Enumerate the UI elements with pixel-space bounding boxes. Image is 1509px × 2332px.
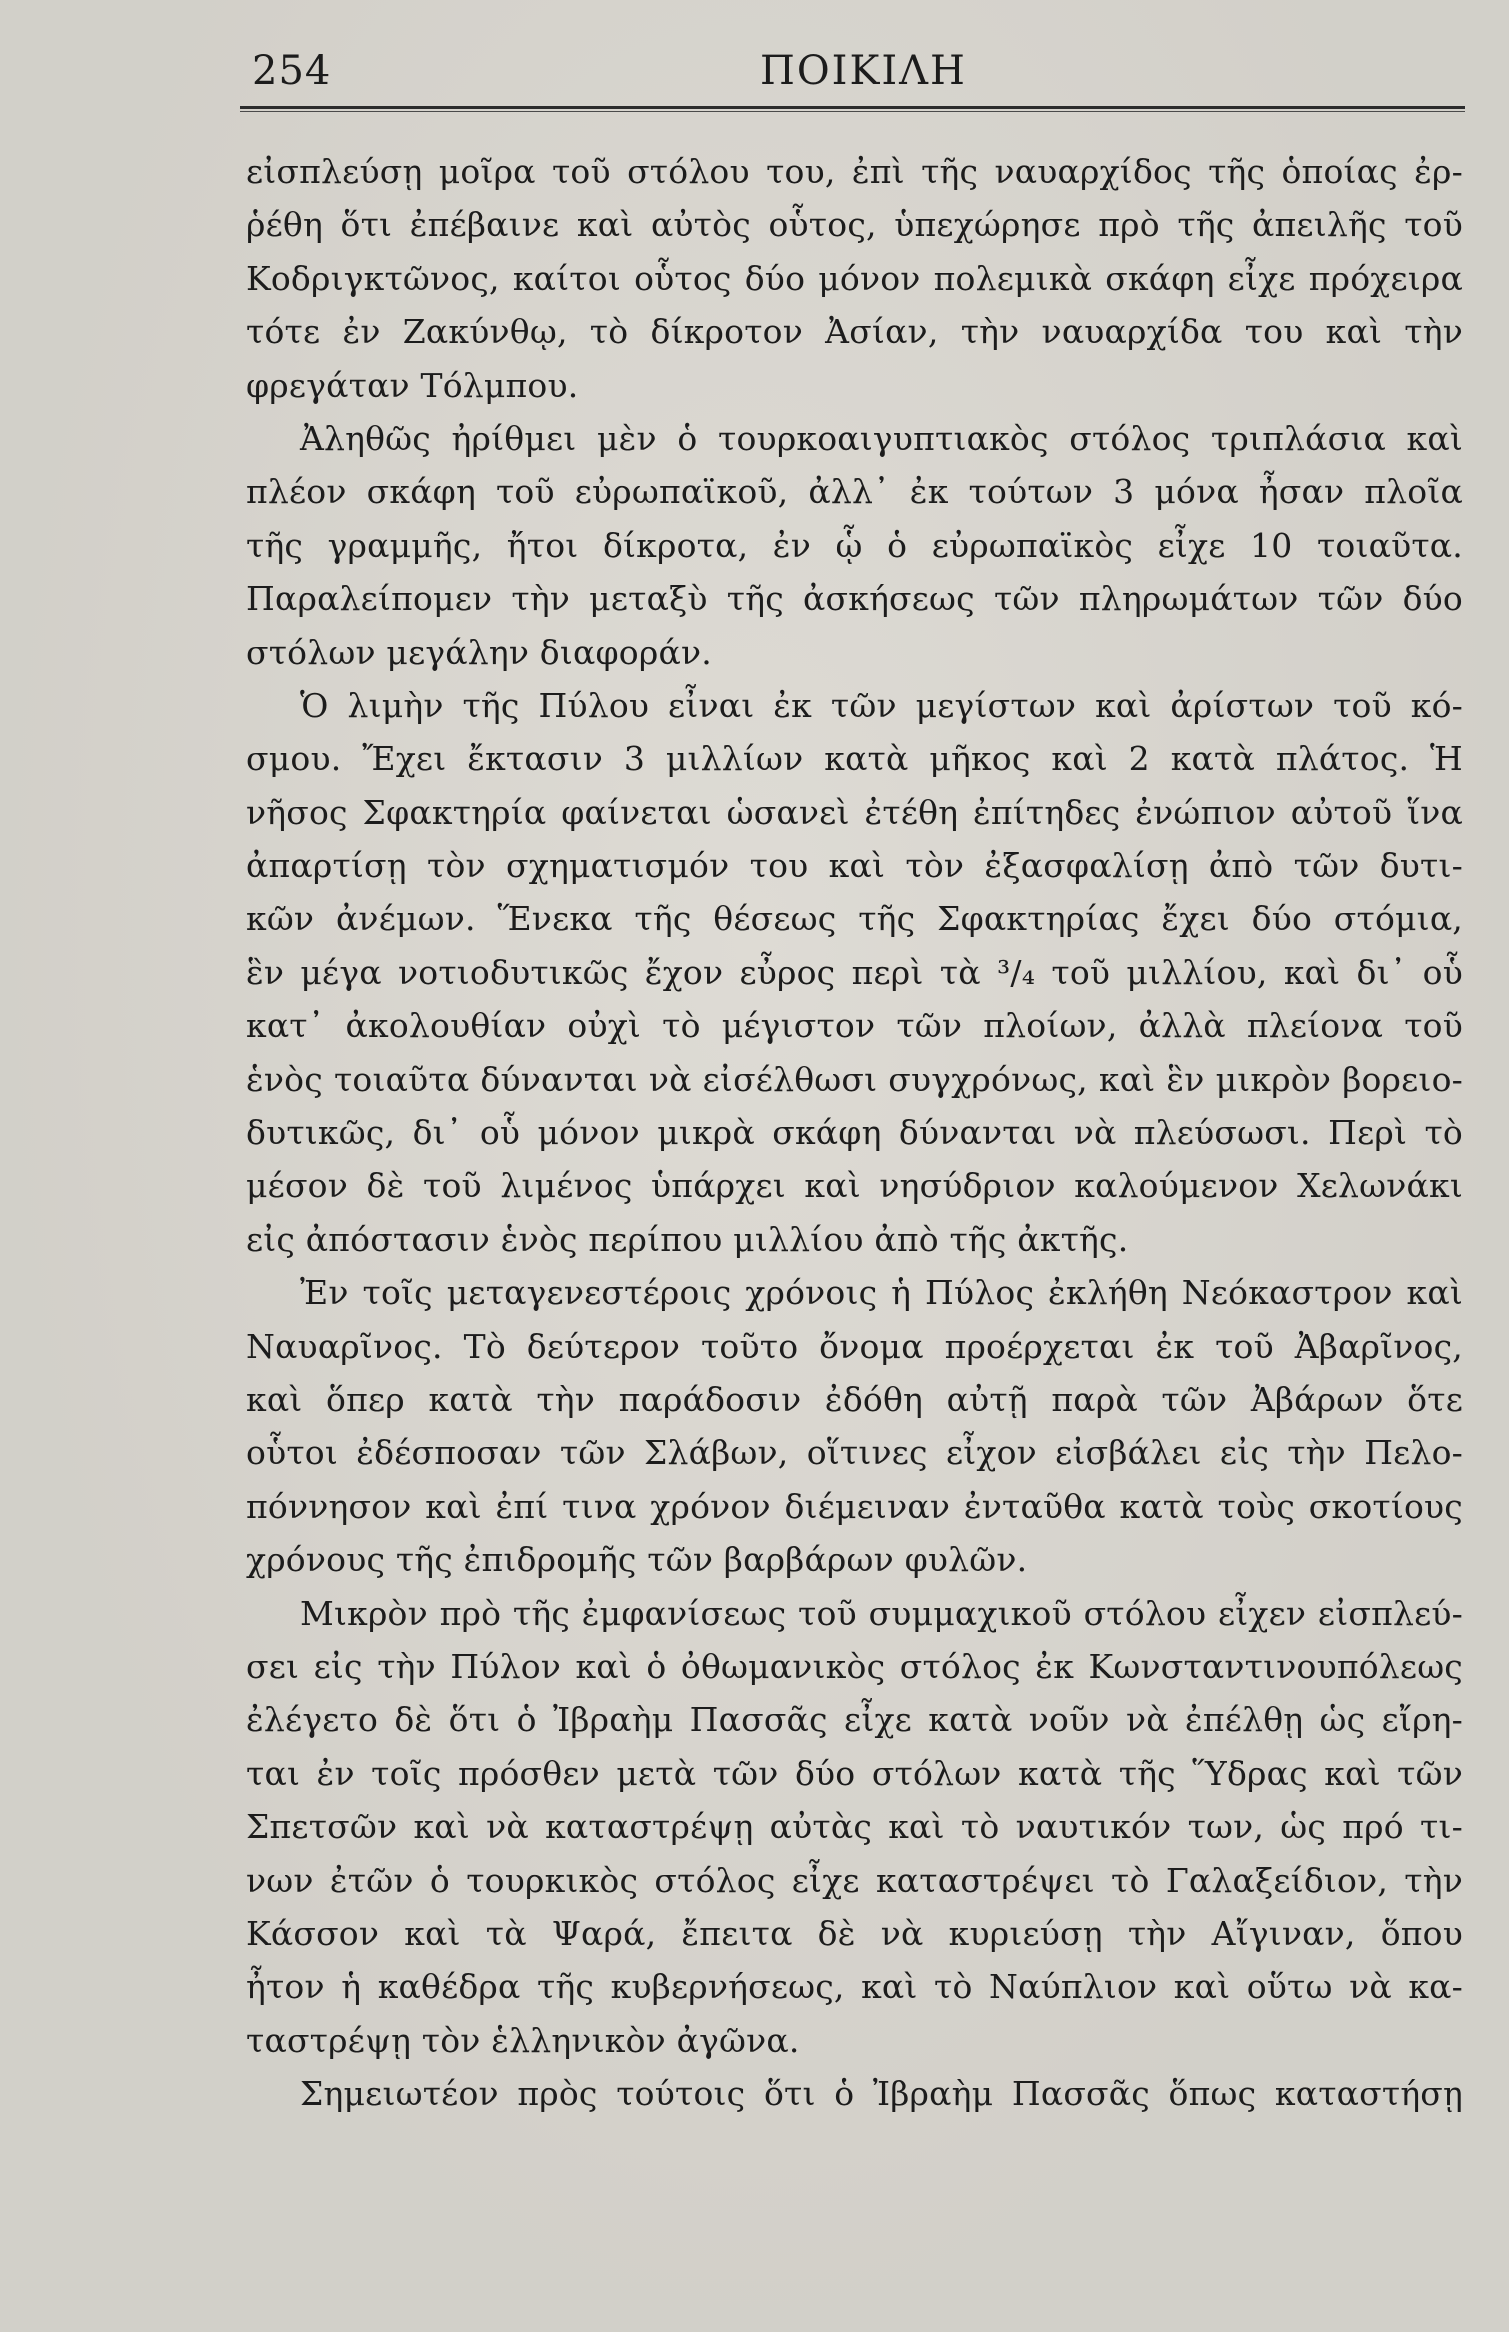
text-line: στόλων μεγάλην διαφοράν. — [246, 632, 712, 672]
text-line: ἑνὸς τοιαῦτα δύνανται νὰ εἰσέλθωσι συγχρόνως, καὶ ἓν μικρὸν βορειο- — [246, 1059, 1463, 1099]
text-line: Σπετσῶν καὶ νὰ καταστρέψῃ αὐτὰς καὶ τὸ ναυτικόν των, ὡς πρό τι- — [246, 1807, 1463, 1847]
text-line: κατ᾽ ἀκολουθίαν οὐχὶ τὸ μέγιστον τῶν πλοίων, ἀλλὰ πλείονα τοῦ — [246, 1006, 1463, 1046]
text-line: μέσον δὲ τοῦ λιμένος ὑπάρχει καὶ νησύδριον καλούμενον Χελωνάκι — [246, 1166, 1463, 1206]
text-line: Κάσσον καὶ τὰ Ψαρά, ἔπειτα δὲ νὰ κυριεύσῃ τὴν Αἴγιναν, ὅπου — [246, 1913, 1463, 1953]
text-line: ἓν μέγα νοτιοδυτικῶς ἔχον εὖρος περὶ τὰ ³/₄ τοῦ μιλλίου, καὶ δι᾽ οὗ — [246, 952, 1463, 992]
header-rule — [240, 106, 1465, 109]
text-line: εἰσπλεύσῃ μοῖρα τοῦ στόλου του, ἐπὶ τῆς ναυαρχίδος τῆς ὁποίας ἐρ- — [246, 152, 1463, 191]
text-line: Ἀληθῶς ἠρίθμει μὲν ὁ τουρκοαιγυπτιακὸς στόλος τριπλάσια καὶ — [300, 418, 1463, 458]
text-line: κῶν ἀνέμων. Ἕνεκα τῆς θέσεως τῆς Σφακτηρίας ἔχει δύο στόμια, — [246, 899, 1463, 939]
text-line: οὗτοι ἐδέσποσαν τῶν Σλάβων, οἵτινες εἶχον εἰσβάλει εἰς τὴν Πελο- — [246, 1433, 1463, 1473]
text-line: ται ἐν τοῖς πρόσθεν μετὰ τῶν δύο στόλων κατὰ τῆς Ὕδρας καὶ τῶν — [246, 1753, 1463, 1793]
text-line: τῆς γραμμῆς, ἤτοι δίκροτα, ἐν ᾧ ὁ εὐρωπαϊκὸς εἶχε 10 τοιαῦτα. — [246, 525, 1463, 565]
text-line: δυτικῶς, δι᾽ οὗ μόνον μικρὰ σκάφη δύνανται νὰ πλεύσωσι. Περὶ τὸ — [246, 1113, 1463, 1153]
text-line: ἀπαρτίσῃ τὸν σχηματισμόν του καὶ τὸν ἐξασφαλίσῃ ἀπὸ τῶν δυτι- — [246, 846, 1463, 886]
header-rule-thin — [240, 111, 1465, 112]
text-line: Ναυαρῖνος. Τὸ δεύτερον τοῦτο ὄνομα προέρχεται ἐκ τοῦ Ἀβαρῖνος, — [246, 1326, 1463, 1366]
text-line: νων ἐτῶν ὁ τουρκικὸς στόλος εἶχε καταστρέψει τὸ Γαλαξείδιον, τὴν — [246, 1860, 1463, 1900]
page-header — [240, 44, 1465, 100]
text-line: εἰς ἀπόστασιν ἑνὸς περίπου μιλλίου ἀπὸ τῆς ἀκτῆς. — [246, 1219, 1129, 1259]
text-line: σει εἰς τὴν Πύλον καὶ ὁ ὀθωμανικὸς στόλος ἐκ Κωνσταντινουπόλεως — [246, 1646, 1463, 1686]
text-line: σμου. Ἔχει ἔκτασιν 3 μιλλίων κατὰ μῆκος καὶ 2 κατὰ πλάτος. Ἡ — [246, 739, 1463, 779]
text-line: ταστρέψῃ τὸν ἑλληνικὸν ἀγῶνα. — [246, 2020, 800, 2060]
text-line: πλέον σκάφη τοῦ εὐρωπαϊκοῦ, ἀλλ᾽ ἐκ τούτων 3 μόνα ἦσαν πλοῖα — [246, 472, 1463, 512]
text-line: Κοδριγκτῶνος, καίτοι οὗτος δύο μόνον πολεμικὰ σκάφη εἶχε πρόχειρα — [246, 258, 1463, 298]
text-line: Μικρὸν πρὸ τῆς ἐμφανίσεως τοῦ συμμαχικοῦ στόλου εἶχεν εἰσπλεύ- — [300, 1593, 1463, 1633]
text-line: Σημειωτέον πρὸς τούτοις ὅτι ὁ Ἰβραὴμ Πασσᾶς ὅπως καταστήσῃ — [300, 2074, 1463, 2114]
text-line: Ὁ λιμὴν τῆς Πύλου εἶναι ἐκ τῶν μεγίστων καὶ ἀρίστων τοῦ κό- — [300, 685, 1463, 725]
page-number: 254 — [252, 48, 332, 94]
body-text — [246, 145, 1463, 2310]
text-line: ἦτον ἡ καθέδρα τῆς κυβερνήσεως, καὶ τὸ Ναύπλιον καὶ οὕτω νὰ κα- — [246, 1967, 1463, 2007]
running-title: ΠΟΙΚΙΛΗ — [760, 48, 967, 94]
text-line: νῆσος Σφακτηρία φαίνεται ὡσανεὶ ἐτέθη ἐπίτηδες ἐνώπιον αὐτοῦ ἵνα — [246, 792, 1463, 832]
text-line: ῥέθη ὅτι ἐπέβαινε καὶ αὐτὸς οὗτος, ὑπεχώρησε πρὸ τῆς ἀπειλῆς τοῦ — [246, 205, 1463, 245]
text-line: καὶ ὅπερ κατὰ τὴν παράδοσιν ἐδόθη αὐτῇ παρὰ τῶν Ἀβάρων ὅτε — [246, 1379, 1463, 1419]
text-line: Ἐν τοῖς μεταγενεστέροις χρόνοις ἡ Πύλος ἐκλήθη Νεόκαστρον καὶ — [300, 1273, 1463, 1313]
text-line: πόννησον καὶ ἐπί τινα χρόνον διέμειναν ἐνταῦθα κατὰ τοὺς σκοτίους — [246, 1486, 1463, 1526]
text-line: ἐλέγετο δὲ ὅτι ὁ Ἰβραὴμ Πασσᾶς εἶχε κατὰ νοῦν νὰ ἐπέλθῃ ὡς εἴρη- — [246, 1700, 1463, 1740]
text-line: τότε ἐν Ζακύνθῳ, τὸ δίκροτον Ἀσίαν, τὴν ναυαρχίδα του καὶ τὴν — [246, 312, 1463, 352]
text-line: Παραλείπομεν τὴν μεταξὺ τῆς ἀσκήσεως τῶν πληρωμάτων τῶν δύο — [246, 579, 1463, 619]
text-line: φρεγάταν Τόλμπου. — [246, 365, 579, 405]
text-line: χρόνους τῆς ἐπιδρομῆς τῶν βαρβάρων φυλῶν. — [246, 1540, 1028, 1580]
